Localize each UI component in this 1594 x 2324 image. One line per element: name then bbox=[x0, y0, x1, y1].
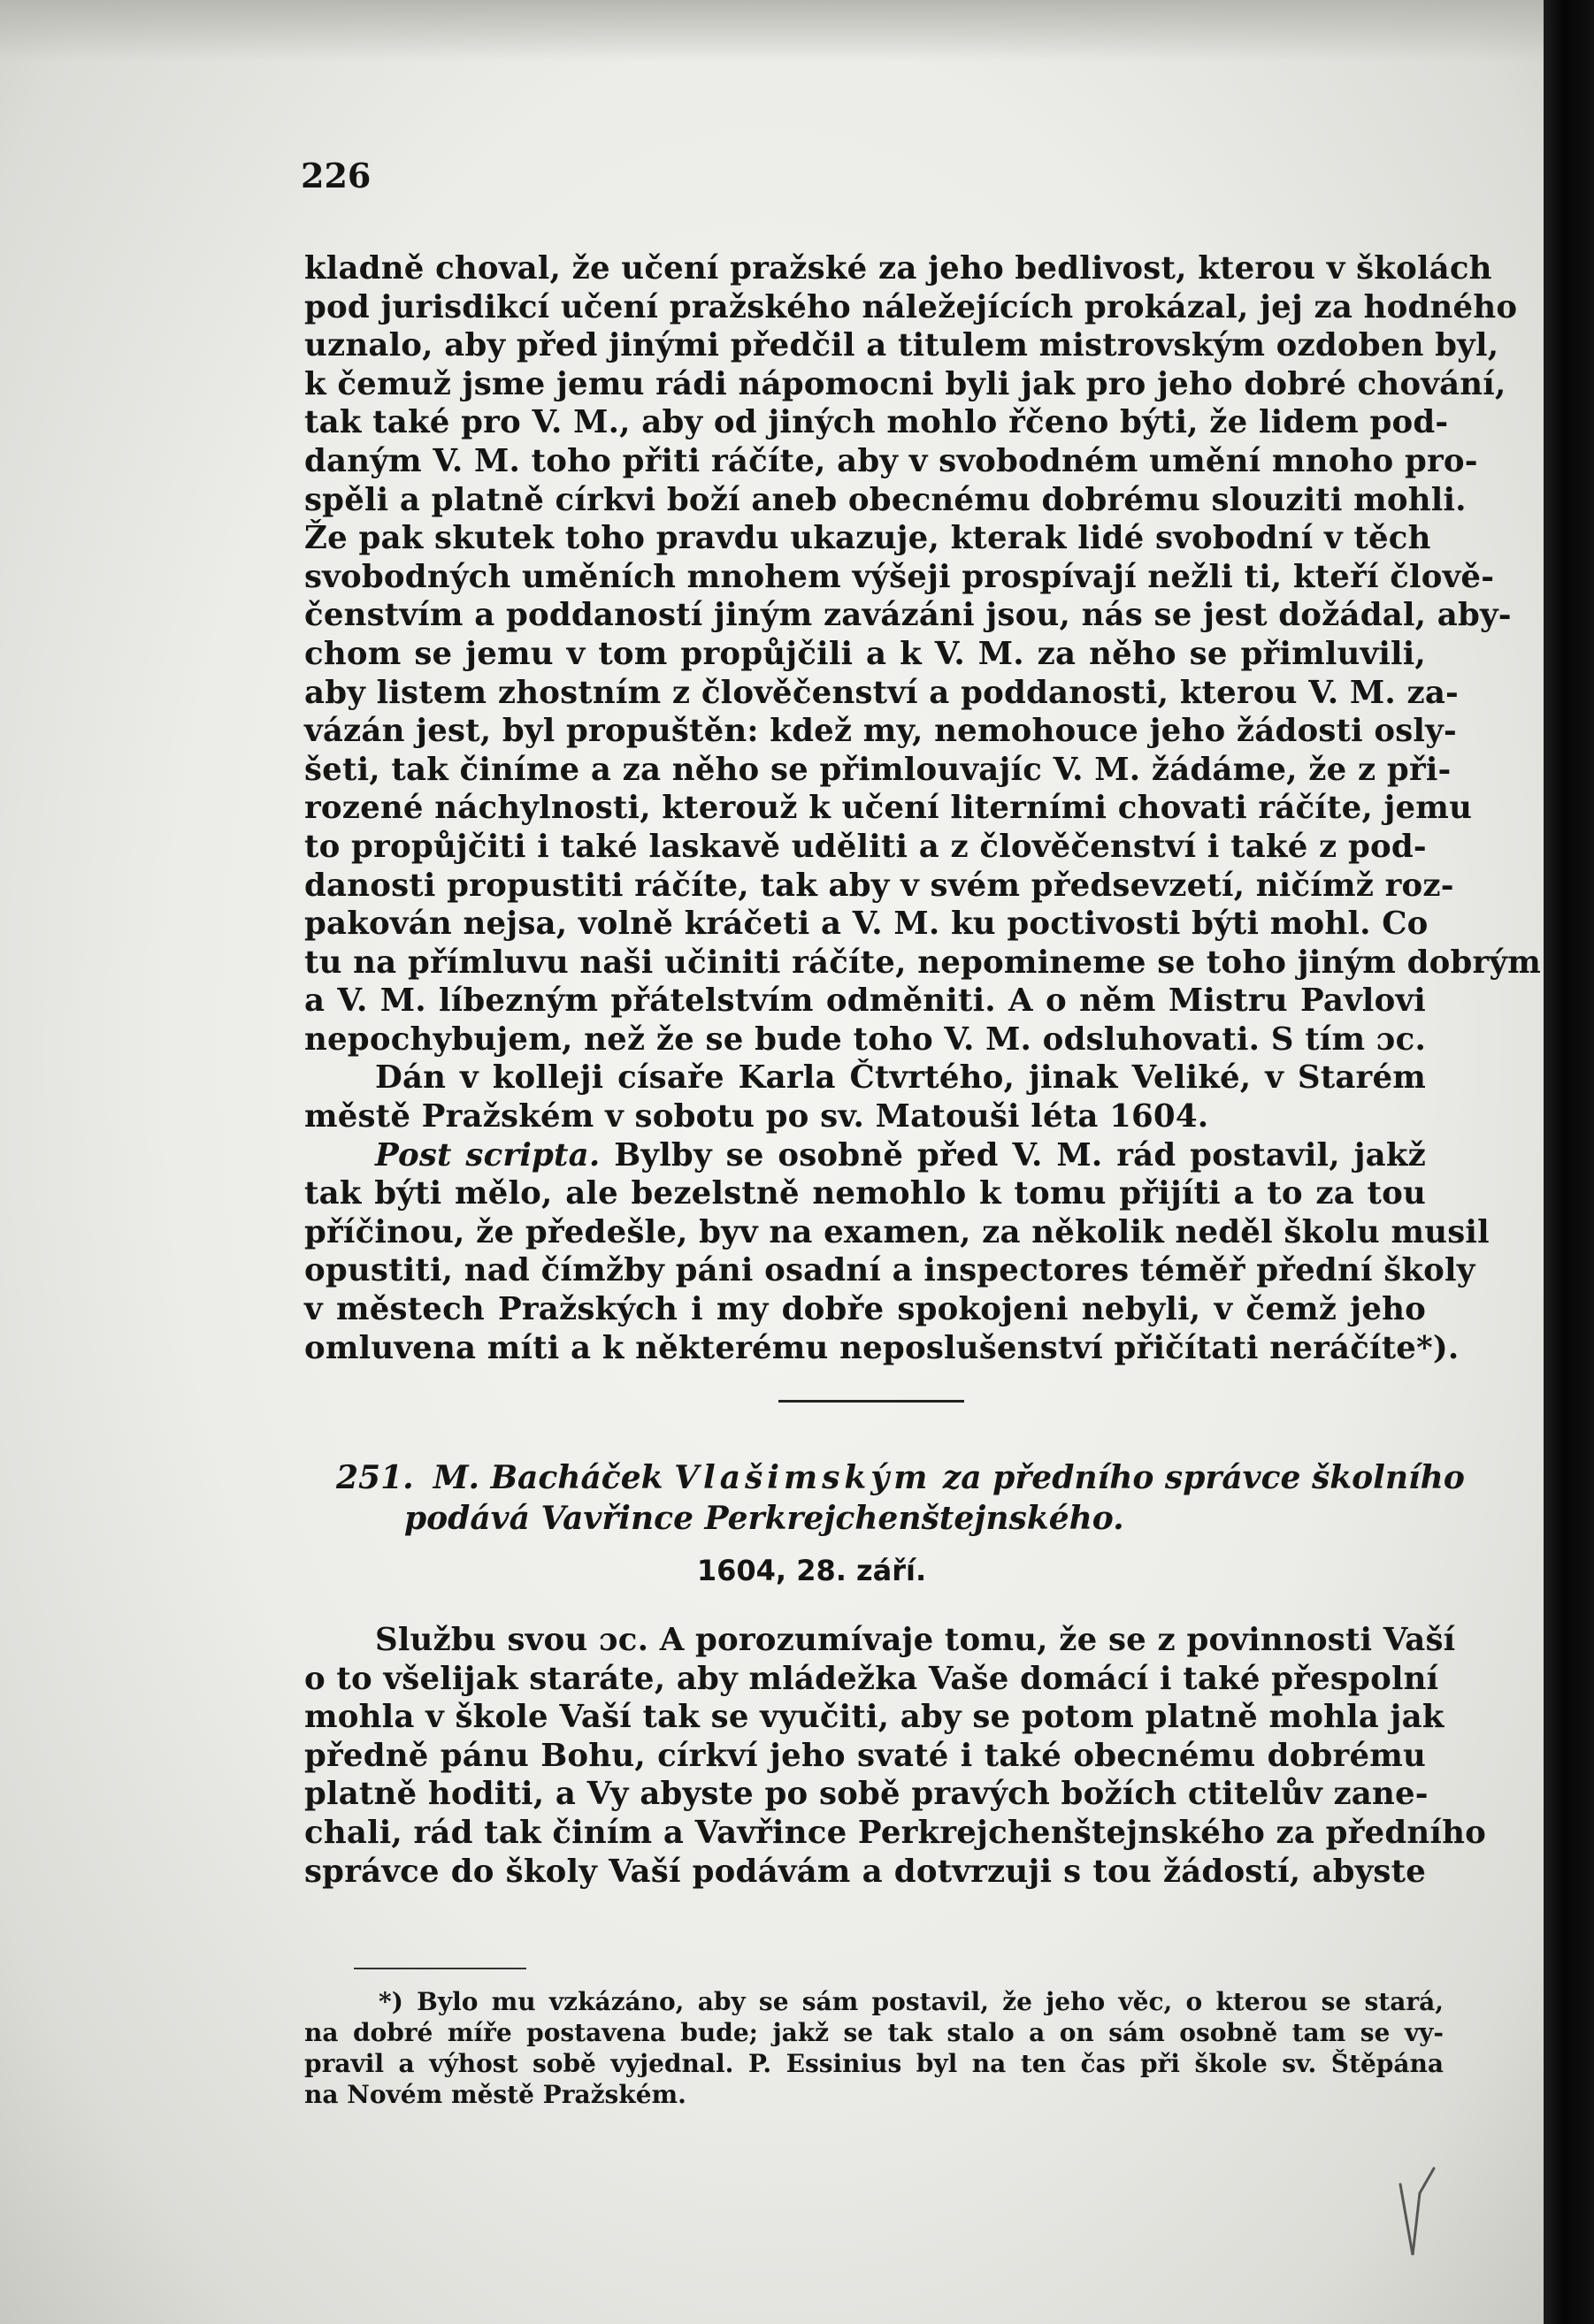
text-line: příčinou, že předešle, byv na examen, za několik neděl školu musil bbox=[304, 1213, 1490, 1250]
main-text-block bbox=[304, 249, 1542, 1367]
text-line: předně pánu Bohu, církví jeho svaté i také obecnému dobrému bbox=[304, 1737, 1426, 1774]
footnote-line: *) Bylo mu vzkázáno, aby se sám postavil, že jeho věc, o kterou se stará, bbox=[379, 1987, 1444, 2016]
text-line: danosti propustiti ráčíte, tak aby v svém předsevzetí, ničímž roz- bbox=[304, 867, 1454, 904]
text-line: nepochybujem, než že se bude toho V. M. odsluhovati. S tím ɔc. bbox=[304, 1021, 1426, 1058]
text-line: rozené náchylnosti, kterouž k učení literními chovati ráčíte, jemu bbox=[304, 790, 1473, 827]
text-line: v městech Pražských i my dobře spokojeni nebyli, v čemž jeho bbox=[304, 1291, 1426, 1328]
document-date: 1604, 28. září. bbox=[696, 1554, 927, 1587]
text-line: vázán jest, byl propuštěn: kdež my, nemohouce jeho žádosti osly- bbox=[304, 713, 1457, 750]
text-line: tak býti mělo, ale bezelstně nemohlo k tomu přijíti a to za tou bbox=[304, 1175, 1426, 1212]
heading-author: M. Bacháček bbox=[433, 1459, 663, 1496]
text-line: spěli a platně církvi boží aneb obecnému dobrému slouziti mohli. bbox=[304, 481, 1467, 518]
footnote-line: na dobré míře postavena bude; jakž se tak stalo a on sám osobně tam se vy- bbox=[304, 2018, 1444, 2047]
page-number: 226 bbox=[301, 156, 372, 195]
text-line: chali, rád tak činím a Vavřince Perkrejchenštejnského za předního bbox=[304, 1814, 1486, 1851]
text-line: kladně choval, že učení pražské za jeho bedlivost, kterou v školách bbox=[304, 250, 1492, 287]
text-line: platně hoditi, a Vy abyste po sobě pravých božích ctitelův zane- bbox=[304, 1776, 1429, 1813]
text-line: Bylby se osobně před V. M. rád postavil, jakž bbox=[614, 1136, 1427, 1173]
text-line: svobodných uměních mnohem výšeji prospívají nežli ti, kteří člově- bbox=[304, 558, 1495, 595]
text-line: daným V. M. toho přiti ráčíte, aby v svobodném umění mnoho pro- bbox=[304, 442, 1478, 479]
document-heading bbox=[336, 1457, 1465, 1539]
dating-line: Dán v kolleji císaře Karla Čtvrtého, jinak Veliké, v Starém bbox=[375, 1059, 1426, 1097]
text-line: chom se jemu v tom propůjčili a k V. M. za něho se přimluvili, bbox=[304, 635, 1426, 672]
text-line: čenstvím a poddaností jiným zavázáni jsou, nás se jest dožádal, aby- bbox=[304, 597, 1512, 634]
postscript-first-line bbox=[304, 1136, 1426, 1175]
scan-gutter bbox=[1544, 0, 1594, 2324]
text-line: pod jurisdikcí učení pražského náležejících prokázal, jej za hodného bbox=[304, 288, 1518, 325]
text-line: Službu svou ɔc. A porozumívaje tomu, že se z povinnosti Vaší bbox=[375, 1622, 1456, 1658]
postscript-label: Post scripta. bbox=[375, 1136, 601, 1173]
text-line: tak také pro V. M., aby od jiných mohlo řčeno býti, že lidem pod- bbox=[304, 404, 1449, 441]
text-line: správce do školy Vaší podávám a dotvrzuji s tou žádostí, abyste bbox=[304, 1853, 1426, 1890]
text-line: opustiti, nad čímžby páni osadní a inspectores téměř přední školy bbox=[304, 1252, 1475, 1289]
section-divider bbox=[778, 1400, 964, 1403]
heading-line-2: podává Vavřince Perkrejchenštejnského. bbox=[404, 1500, 1124, 1537]
footnote-line: pravil a výhost sobě vyjednal. P. Essinius byl na ten čas při škole sv. Štěpána bbox=[304, 2049, 1444, 2078]
text-line: tu na přímluvu naši učiniti ráčíte, nepomineme se toho jiným dobrým bbox=[304, 944, 1542, 981]
text-line: omluvena míti a k některému neposlušenství přičítati neráčíte*). bbox=[304, 1329, 1460, 1366]
footnote-rule bbox=[354, 1968, 526, 1969]
pencil-mark-icon bbox=[1393, 2158, 1446, 2264]
text-line: Že pak skutek toho pravdu ukazuje, kterak lidé svobodní v těch bbox=[304, 520, 1431, 557]
dating-line: městě Pražském v sobotu po sv. Matouši léta 1604. bbox=[304, 1098, 1209, 1135]
text-line: to propůjčiti i také laskavě uděliti a z člověčenství i také z pod- bbox=[304, 828, 1427, 865]
footnote bbox=[304, 1986, 1444, 2110]
heading-spaced-name: Vlašimským bbox=[674, 1459, 932, 1496]
text-line: šeti, tak činíme a za něho se přimlouvajíc V. M. žádáme, že z při- bbox=[304, 751, 1452, 788]
text-line: aby listem zhostním z člověčenství a poddanosti, kterou V. M. za- bbox=[304, 674, 1459, 711]
text-line: a V. M. líbezným přátelstvím odměniti. A o něm Mistru Pavlovi bbox=[304, 982, 1426, 1020]
text-line: k čemuž jsme jemu rádi nápomocni byli jak pro jeho dobré chování, bbox=[304, 365, 1506, 402]
text-line: pakován nejsa, volně kráčeti a V. M. ku poctivosti býti mohl. Co bbox=[304, 906, 1429, 943]
text-line: o to všelijak staráte, aby mládežka Vaše domácí i také přespolní bbox=[304, 1660, 1439, 1697]
document-number: 251. bbox=[336, 1459, 414, 1496]
footnote-line: na Novém městě Pražském. bbox=[304, 2080, 686, 2109]
letter-text-block bbox=[304, 1621, 1486, 1891]
text-line: mohla v škole Vaší tak se vyučiti, aby se potom platně mohla jak bbox=[304, 1699, 1445, 1736]
heading-text: za předního správce školního bbox=[942, 1459, 1465, 1496]
text-line: uznalo, aby před jinými předčil a titulem mistrovským ozdoben byl, bbox=[304, 327, 1499, 364]
